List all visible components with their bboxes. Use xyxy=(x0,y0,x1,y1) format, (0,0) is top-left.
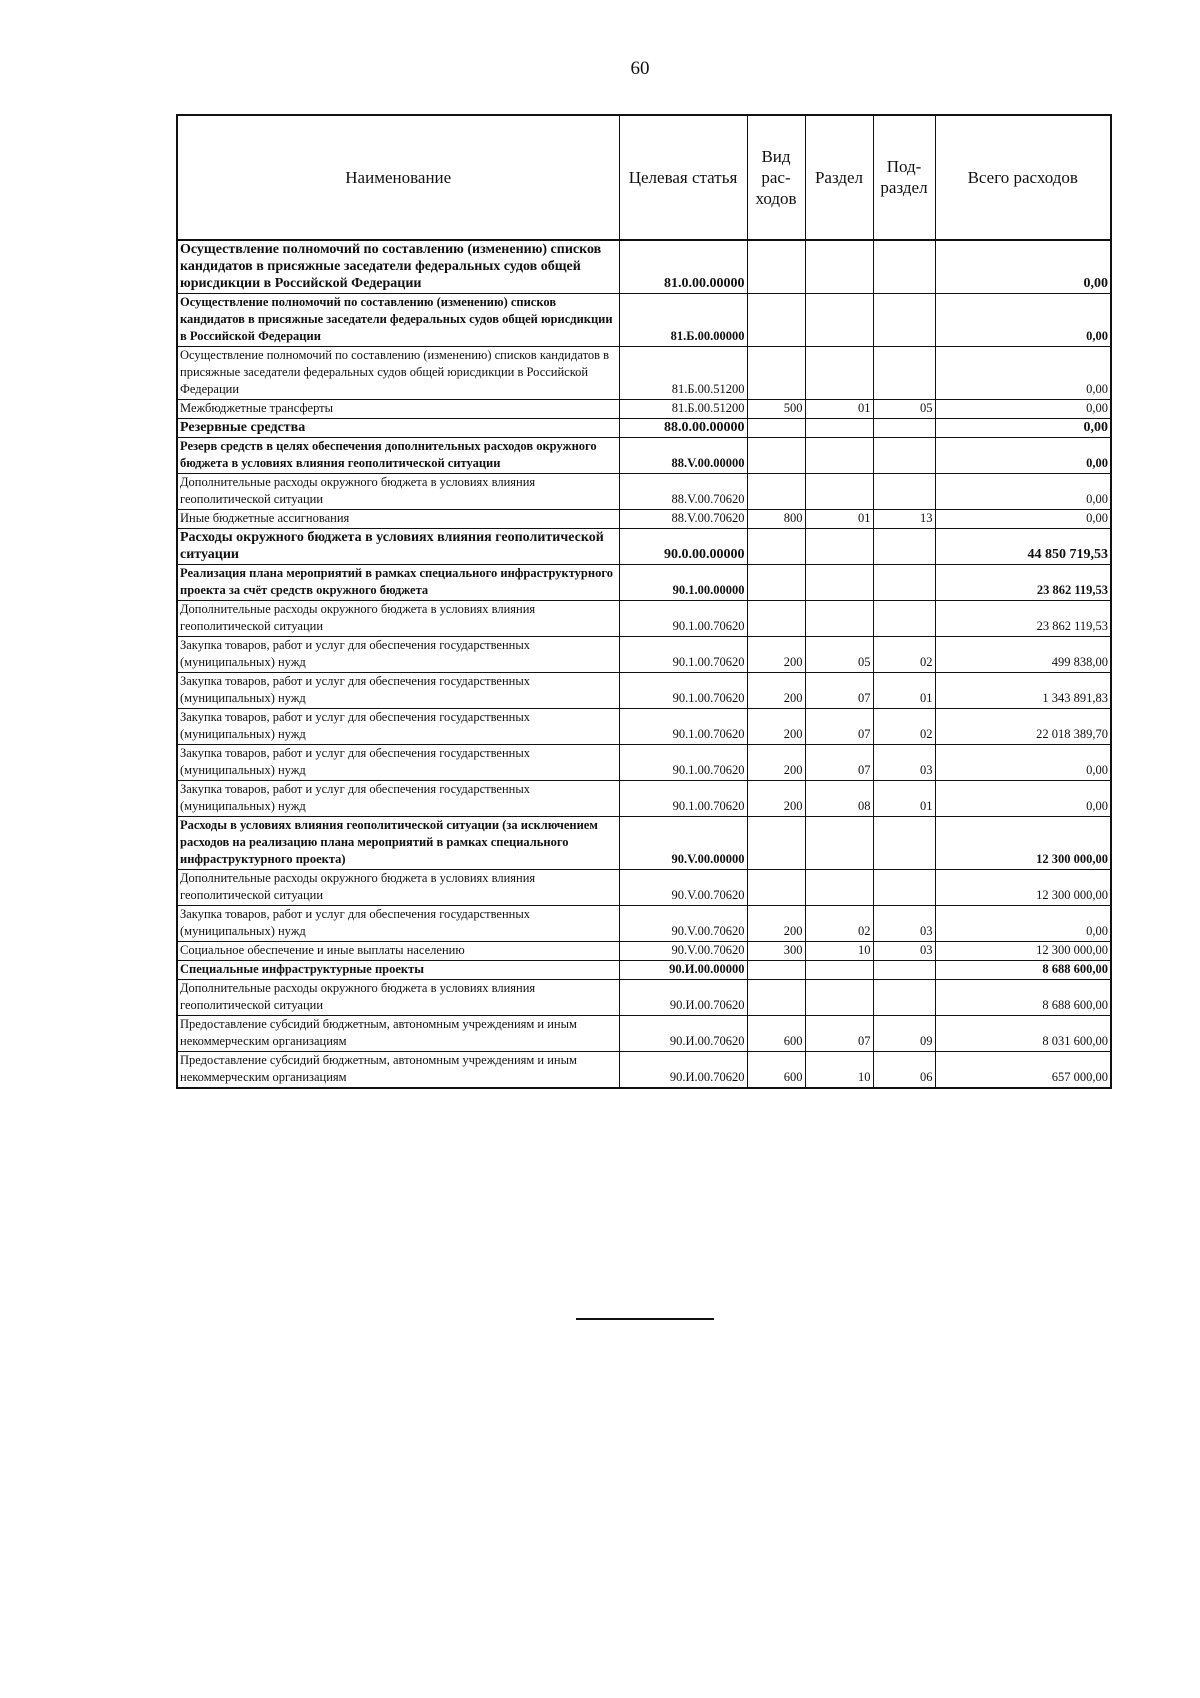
row-section-cell: 10 xyxy=(805,942,873,961)
row-total-cell: 22 018 389,70 xyxy=(935,709,1111,745)
table-row xyxy=(177,400,1111,419)
row-section-cell xyxy=(805,529,873,565)
row-name-cell: Закупка товаров, работ и услуг для обеспечения государственных (муниципальных) нужд xyxy=(177,781,619,817)
row-expense-type-cell xyxy=(747,961,805,980)
row-expense-type-cell: 300 xyxy=(747,942,805,961)
row-expense-type-cell xyxy=(747,347,805,400)
table-row xyxy=(177,817,1111,870)
table-row xyxy=(177,961,1111,980)
row-subsection-cell xyxy=(873,438,935,474)
header-target: Целевая статья xyxy=(619,115,747,240)
row-section-cell: 07 xyxy=(805,673,873,709)
row-subsection-cell: 09 xyxy=(873,1016,935,1052)
table-row xyxy=(177,510,1111,529)
row-section-cell xyxy=(805,294,873,347)
row-name-cell: Специальные инфраструктурные проекты xyxy=(177,961,619,980)
row-expense-type-cell: 600 xyxy=(747,1016,805,1052)
row-total-cell: 8 688 600,00 xyxy=(935,961,1111,980)
header-row xyxy=(177,115,1111,240)
row-target-code-cell: 90.И.00.70620 xyxy=(619,1052,747,1089)
row-name-cell: Закупка товаров, работ и услуг для обеспечения государственных (муниципальных) нужд xyxy=(177,709,619,745)
row-total-cell: 0,00 xyxy=(935,419,1111,438)
row-target-code-cell: 90.V.00.70620 xyxy=(619,942,747,961)
row-expense-type-cell xyxy=(747,529,805,565)
row-expense-type-cell xyxy=(747,817,805,870)
row-target-code-cell: 90.И.00.70620 xyxy=(619,980,747,1016)
row-name-cell: Иные бюджетные ассигнования xyxy=(177,510,619,529)
row-total-cell: 0,00 xyxy=(935,474,1111,510)
row-subsection-cell xyxy=(873,529,935,565)
table-row xyxy=(177,781,1111,817)
row-target-code-cell: 90.V.00.70620 xyxy=(619,906,747,942)
row-name-cell: Предоставление субсидий бюджетным, автономным учреждениям и иным некоммерческим организациям xyxy=(177,1052,619,1089)
row-target-code-cell: 90.1.00.70620 xyxy=(619,601,747,637)
table-row xyxy=(177,637,1111,673)
row-target-code-cell: 90.0.00.00000 xyxy=(619,529,747,565)
row-expense-type-cell xyxy=(747,240,805,294)
row-target-code-cell: 88.V.00.00000 xyxy=(619,438,747,474)
row-section-cell: 01 xyxy=(805,510,873,529)
row-section-cell: 05 xyxy=(805,637,873,673)
header-type-line: рас- xyxy=(761,167,791,187)
row-total-cell: 1 343 891,83 xyxy=(935,673,1111,709)
row-section-cell: 07 xyxy=(805,745,873,781)
row-section-cell: 10 xyxy=(805,1052,873,1089)
row-section-cell xyxy=(805,601,873,637)
row-total-cell: 0,00 xyxy=(935,745,1111,781)
table-row xyxy=(177,474,1111,510)
row-name-cell: Расходы в условиях влияния геополитической ситуации (за исключением расходов на реализацию плана мероприятий в рамках специального инфраструктурного проекта) xyxy=(177,817,619,870)
row-section-cell xyxy=(805,870,873,906)
row-subsection-cell xyxy=(873,294,935,347)
table-row xyxy=(177,673,1111,709)
row-expense-type-cell: 200 xyxy=(747,906,805,942)
row-target-code-cell: 81.Б.00.00000 xyxy=(619,294,747,347)
row-total-cell: 23 862 119,53 xyxy=(935,565,1111,601)
row-subsection-cell: 01 xyxy=(873,673,935,709)
row-subsection-cell: 03 xyxy=(873,745,935,781)
row-name-cell: Дополнительные расходы окружного бюджета в условиях влияния геополитической ситуации xyxy=(177,980,619,1016)
row-target-code-cell: 90.V.00.00000 xyxy=(619,817,747,870)
row-name-cell: Закупка товаров, работ и услуг для обеспечения государственных (муниципальных) нужд xyxy=(177,637,619,673)
row-target-code-cell: 88.V.00.70620 xyxy=(619,510,747,529)
row-section-cell: 08 xyxy=(805,781,873,817)
row-section-cell: 01 xyxy=(805,400,873,419)
page-number: 60 xyxy=(630,58,650,79)
row-total-cell: 12 300 000,00 xyxy=(935,870,1111,906)
row-target-code-cell: 81.0.00.00000 xyxy=(619,240,747,294)
table-row xyxy=(177,438,1111,474)
header-type-line: ходов xyxy=(755,188,797,208)
row-target-code-cell: 90.1.00.70620 xyxy=(619,781,747,817)
row-target-code-cell: 81.Б.00.51200 xyxy=(619,400,747,419)
table-row xyxy=(177,1052,1111,1089)
row-subsection-cell: 05 xyxy=(873,400,935,419)
row-name-cell: Осуществление полномочий по составлению (изменению) списков кандидатов в присяжные заседатели федеральных судов общей юрисдикции в Российской Федерации xyxy=(177,347,619,400)
row-name-cell: Резерв средств в целях обеспечения дополнительных расходов окружного бюджета в условиях влияния геополитической ситуации xyxy=(177,438,619,474)
row-section-cell xyxy=(805,474,873,510)
row-target-code-cell: 90.V.00.70620 xyxy=(619,870,747,906)
row-section-cell xyxy=(805,419,873,438)
row-subsection-cell xyxy=(873,961,935,980)
table-row xyxy=(177,980,1111,1016)
row-target-code-cell: 90.И.00.70620 xyxy=(619,1016,747,1052)
header-name: Наименование xyxy=(177,115,619,240)
header-type xyxy=(747,115,805,240)
budget-table-wrapper xyxy=(176,114,1110,1089)
row-total-cell: 0,00 xyxy=(935,240,1111,294)
row-name-cell: Закупка товаров, работ и услуг для обеспечения государственных (муниципальных) нужд xyxy=(177,906,619,942)
row-subsection-cell: 13 xyxy=(873,510,935,529)
header-subsection xyxy=(873,115,935,240)
row-target-code-cell: 90.1.00.70620 xyxy=(619,745,747,781)
row-subsection-cell xyxy=(873,474,935,510)
row-total-cell: 44 850 719,53 xyxy=(935,529,1111,565)
row-section-cell xyxy=(805,817,873,870)
row-name-cell: Реализация плана мероприятий в рамках специального инфраструктурного проекта за счёт средств окружного бюджета xyxy=(177,565,619,601)
header-subsection-line: Под- xyxy=(886,157,922,176)
row-expense-type-cell xyxy=(747,419,805,438)
row-target-code-cell: 88.0.00.00000 xyxy=(619,419,747,438)
row-section-cell xyxy=(805,347,873,400)
row-expense-type-cell xyxy=(747,565,805,601)
row-name-cell: Дополнительные расходы окружного бюджета в условиях влияния геополитической ситуации xyxy=(177,474,619,510)
row-name-cell: Закупка товаров, работ и услуг для обеспечения государственных (муниципальных) нужд xyxy=(177,745,619,781)
row-expense-type-cell xyxy=(747,870,805,906)
header-total: Всего расходов xyxy=(935,115,1111,240)
row-total-cell: 23 862 119,53 xyxy=(935,601,1111,637)
row-section-cell xyxy=(805,961,873,980)
row-total-cell: 0,00 xyxy=(935,510,1111,529)
row-total-cell: 0,00 xyxy=(935,400,1111,419)
row-subsection-cell xyxy=(873,565,935,601)
row-subsection-cell xyxy=(873,419,935,438)
row-name-cell: Межбюджетные трансферты xyxy=(177,400,619,419)
row-name-cell: Дополнительные расходы окружного бюджета в условиях влияния геополитической ситуации xyxy=(177,870,619,906)
row-subsection-cell xyxy=(873,347,935,400)
row-total-cell: 12 300 000,00 xyxy=(935,817,1111,870)
table-row xyxy=(177,745,1111,781)
row-target-code-cell: 90.И.00.00000 xyxy=(619,961,747,980)
row-total-cell: 0,00 xyxy=(935,781,1111,817)
row-expense-type-cell: 200 xyxy=(747,781,805,817)
row-name-cell: Социальное обеспечение и иные выплаты населению xyxy=(177,942,619,961)
row-name-cell: Дополнительные расходы окружного бюджета в условиях влияния геополитической ситуации xyxy=(177,601,619,637)
row-name-cell: Закупка товаров, работ и услуг для обеспечения государственных (муниципальных) нужд xyxy=(177,673,619,709)
row-name-cell: Осуществление полномочий по составлению (изменению) списков кандидатов в присяжные заседатели федеральных судов общей юрисдикции в Российской Федерации xyxy=(177,240,619,294)
row-target-code-cell: 81.Б.00.51200 xyxy=(619,347,747,400)
row-section-cell xyxy=(805,980,873,1016)
table-row xyxy=(177,347,1111,400)
header-section: Раздел xyxy=(805,115,873,240)
row-expense-type-cell: 200 xyxy=(747,709,805,745)
header-type-line: Вид xyxy=(761,146,791,166)
row-subsection-cell xyxy=(873,870,935,906)
row-name-cell: Предоставление субсидий бюджетным, автономным учреждениям и иным некоммерческим организациям xyxy=(177,1016,619,1052)
row-expense-type-cell: 200 xyxy=(747,637,805,673)
table-row xyxy=(177,709,1111,745)
table-row xyxy=(177,294,1111,347)
row-target-code-cell: 88.V.00.70620 xyxy=(619,474,747,510)
table-row xyxy=(177,419,1111,438)
row-total-cell: 0,00 xyxy=(935,438,1111,474)
row-expense-type-cell: 200 xyxy=(747,673,805,709)
row-name-cell: Резервные средства xyxy=(177,419,619,438)
table-row xyxy=(177,565,1111,601)
row-expense-type-cell: 600 xyxy=(747,1052,805,1089)
table-row xyxy=(177,906,1111,942)
row-subsection-cell: 06 xyxy=(873,1052,935,1089)
table-row xyxy=(177,529,1111,565)
row-subsection-cell: 01 xyxy=(873,781,935,817)
row-total-cell: 12 300 000,00 xyxy=(935,942,1111,961)
row-name-cell: Осуществление полномочий по составлению (изменению) списков кандидатов в присяжные заседатели федеральных судов общей юрисдикции в Российской Федерации xyxy=(177,294,619,347)
row-expense-type-cell xyxy=(747,294,805,347)
row-subsection-cell: 03 xyxy=(873,906,935,942)
row-total-cell: 0,00 xyxy=(935,294,1111,347)
row-expense-type-cell: 800 xyxy=(747,510,805,529)
row-total-cell: 657 000,00 xyxy=(935,1052,1111,1089)
row-section-cell: 02 xyxy=(805,906,873,942)
budget-table xyxy=(176,114,1112,1089)
table-row xyxy=(177,870,1111,906)
row-subsection-cell xyxy=(873,980,935,1016)
row-total-cell: 0,00 xyxy=(935,906,1111,942)
row-expense-type-cell xyxy=(747,474,805,510)
row-section-cell: 07 xyxy=(805,709,873,745)
row-target-code-cell: 90.1.00.70620 xyxy=(619,709,747,745)
row-subsection-cell: 02 xyxy=(873,709,935,745)
row-subsection-cell: 03 xyxy=(873,942,935,961)
row-subsection-cell xyxy=(873,601,935,637)
table-row xyxy=(177,240,1111,294)
row-expense-type-cell: 500 xyxy=(747,400,805,419)
table-row xyxy=(177,942,1111,961)
header-subsection-line: раздел xyxy=(880,178,928,197)
row-subsection-cell xyxy=(873,817,935,870)
row-expense-type-cell xyxy=(747,438,805,474)
row-section-cell: 07 xyxy=(805,1016,873,1052)
row-section-cell xyxy=(805,438,873,474)
row-subsection-cell: 02 xyxy=(873,637,935,673)
table-row xyxy=(177,1016,1111,1052)
row-name-cell: Расходы окружного бюджета в условиях влияния геополитической ситуации xyxy=(177,529,619,565)
row-total-cell: 499 838,00 xyxy=(935,637,1111,673)
end-separator-line xyxy=(576,1318,714,1320)
row-total-cell: 8 031 600,00 xyxy=(935,1016,1111,1052)
row-target-code-cell: 90.1.00.00000 xyxy=(619,565,747,601)
row-target-code-cell: 90.1.00.70620 xyxy=(619,673,747,709)
row-section-cell xyxy=(805,240,873,294)
table-body xyxy=(177,240,1111,1088)
row-subsection-cell xyxy=(873,240,935,294)
row-expense-type-cell xyxy=(747,980,805,1016)
row-section-cell xyxy=(805,565,873,601)
row-target-code-cell: 90.1.00.70620 xyxy=(619,637,747,673)
row-expense-type-cell: 200 xyxy=(747,745,805,781)
table-row xyxy=(177,601,1111,637)
row-total-cell: 8 688 600,00 xyxy=(935,980,1111,1016)
row-total-cell: 0,00 xyxy=(935,347,1111,400)
row-expense-type-cell xyxy=(747,601,805,637)
